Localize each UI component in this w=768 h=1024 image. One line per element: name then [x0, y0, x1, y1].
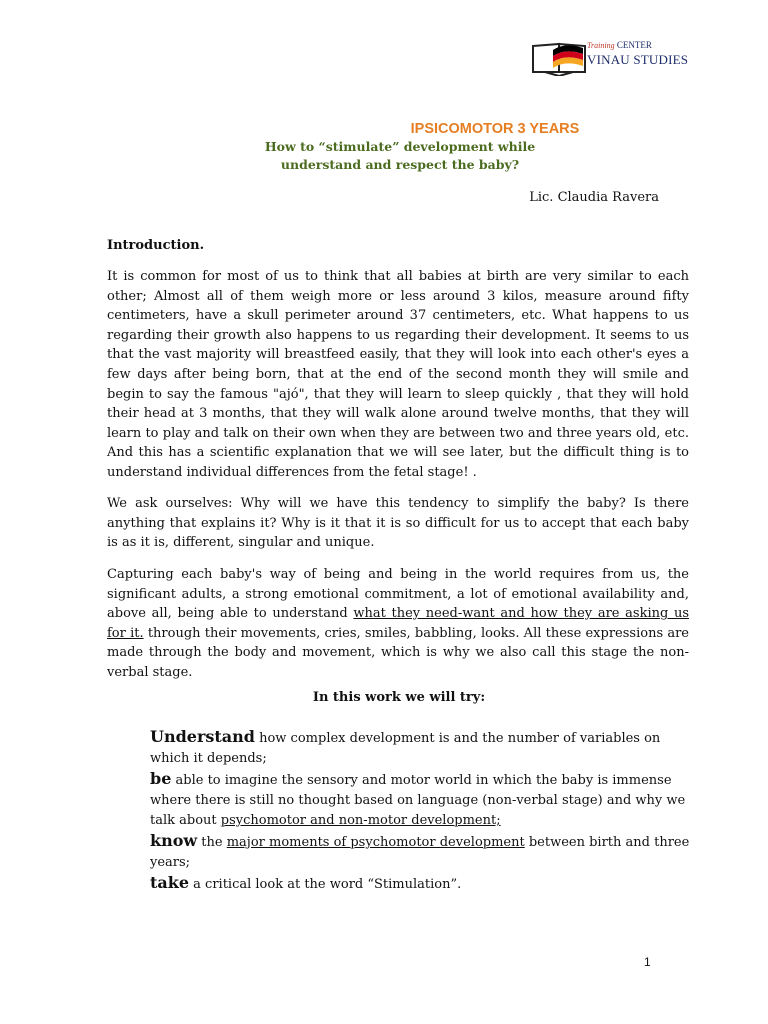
subtitle-line-2: understand and respect the baby? — [280, 157, 520, 172]
list-text-after: between birth and three years; — [150, 835, 690, 870]
introduction-heading: Introduction. — [107, 238, 205, 253]
training-center-logo — [531, 38, 701, 78]
document-title: IPSICOMOTOR 3 YEARS — [410, 121, 580, 137]
list-item — [150, 831, 695, 873]
author-name: Lic. Claudia Ravera — [529, 190, 659, 205]
list-text: the — [197, 835, 227, 850]
list-keyword: Understand — [150, 727, 255, 746]
paragraph-2: We ask ourselves: Why will we have this tendency to simplify the baby? Is there anything that explains it? Why is it that it is so difficult for us to accept that each baby is as it is, different, singular and unique. — [107, 496, 689, 551]
paragraph-3-end: through their movements, cries, smiles, babbling, looks. All these expressions are made through the body and movement, which is why we also call this stage the non-verbal stage. — [107, 625, 689, 680]
logo-center-word: CENTER — [616, 40, 652, 50]
list-underlined-text: major moments of psychomotor development — [226, 835, 525, 850]
list-underlined-text: psychomotor and non-motor development; — [220, 813, 501, 828]
list-keyword: be — [150, 769, 172, 788]
list-text: a critical look at the word “Stimulation”. — [189, 877, 462, 892]
list-item — [150, 873, 695, 895]
list-text: how complex development is and the number of variables on which it depends; — [150, 731, 661, 766]
subtitle-line-1: How to “stimulate” development while — [264, 139, 536, 154]
logo-small-text — [587, 40, 652, 50]
logo-studies-text: VINAU STUDIES — [587, 52, 689, 67]
try-heading: In this work we will try: — [312, 690, 486, 705]
list-text: able to imagine the sensory and motor world in which the baby is immense where there is still no thought based on language (non-verbal stage) and why we talk about — [150, 773, 686, 828]
paragraph-3-underlined: what they need-want and how they are asking us for it. — [107, 606, 690, 641]
paragraph-3 — [107, 565, 689, 683]
logo-training-word: Training — [587, 41, 615, 50]
page-number: 1 — [644, 955, 651, 969]
objectives-list — [150, 727, 695, 895]
paragraph-1: It is common for most of us to think that all babies at birth are very similar to each other; Almost all of them weigh more or less around 3 kilos, measure around fifty centimeters, have a skull perimeter around 37 centimeters, etc. What happens to us regarding their growth also happens to us regarding their development. It seems to us that the vast majority will breastfeed easily, that they will look into each other's eyes a few days after being born, that at the end of the second month they will smile and begin to say the famous "ajó", that they will learn to sleep quickly , that they will hold their head at 3 months, that they will walk alone around twelve months, that they will learn to play and talk on their own when they are between two and three years old, etc. And this has a scientific explanation that we will see later, but the difficult thing is to understand individual differences from the fetal stage! . — [107, 269, 689, 480]
list-item — [150, 769, 695, 831]
list-keyword: know — [150, 831, 198, 850]
paragraph-3-start: Capturing each baby's way of being and being in the world requires from us, the significant adults, a strong emotional commitment, a lot of emotional availability and, above all, being able to understand — [107, 567, 689, 622]
book-flag-logo-icon — [531, 40, 589, 76]
list-keyword: take — [150, 873, 190, 892]
list-item — [150, 727, 695, 769]
document-subtitle — [200, 138, 600, 174]
